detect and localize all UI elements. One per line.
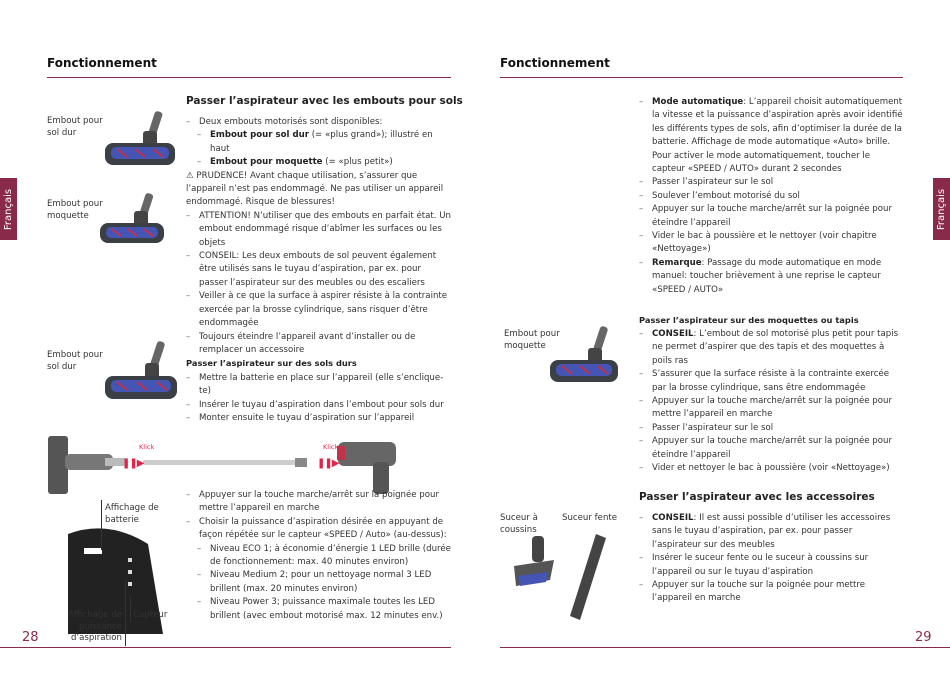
hard-floors-list (186, 372, 451, 426)
list-item: – Embout pour moquette (= «plus petit») (186, 156, 451, 169)
list-item: – Insérer le tuyau d’aspiration dans l’embout pour sols dur (186, 399, 451, 412)
section-title-carpets: Passer l’aspirateur sur des moquettes ou tapis (639, 315, 859, 325)
list-item: – Appuyer sur la touche marche/arrêt sur la poignée pour éteindre l’appareil (639, 435, 904, 462)
caption-hard-floor-2: Embout pour sol dur (47, 350, 103, 372)
auto-mode-list (639, 96, 904, 297)
right-language-tab: Français (933, 178, 950, 240)
list-item: – Niveau Power 3; puissance maximale toutes les LED brillent (avec embout motorisé max. 12 minutes env.) (186, 596, 451, 623)
list-item: – Embout pour sol dur (= «plus grand»); illustré en haut (186, 129, 451, 156)
cushion-nozzle-image (510, 536, 558, 592)
list-item: – Vider le bac à poussière et le nettoyer (voir chapitre «Nettoyage») (639, 230, 904, 257)
list-item: – S’assurer que la surface résiste à la contrainte exercée par la brosse cylindrique, sans être endommagée (639, 368, 904, 395)
list-item: – ATTENTION! N’utiliser que des embouts en parfait état. Un embout endommagé risque d’abîmer les surfaces ou les objets (186, 210, 451, 250)
caption-crevice-nozzle: Suceur fente (562, 513, 618, 523)
click-indicator-1: Klick (139, 443, 155, 451)
left-footer-rule (0, 647, 451, 648)
list-item: – Niveau Medium 2; pour un nettoyage normal 3 LED brillent (max. 20 minutes environ) (186, 569, 451, 596)
list-item: – Mode automatique: L’appareil choisit automatiquement la vitesse et la puissance d’aspiration après avoir identifié les différents types de sols, afin d’optimiser la durée de la batterie. Affichage de mode automatique «Auto» brille. Pour activer le mode automatiquement, toucher le capteur «SPEED / AUTO» durant 2 secondes (639, 96, 904, 176)
list-item: – CONSEIL: Les deux embouts de sol peuvent également être utilisés sans le tuyau d’aspiration, par ex. pour passer l’aspirateur sur des meubles ou des escaliers (186, 250, 451, 290)
list-item: – Mettre la batterie en place sur l’appareil (elle s’encliquete) (186, 372, 451, 399)
caption-battery-display: Affichage de batterie (105, 503, 159, 525)
callout-line-battery (101, 500, 102, 550)
left-page-header: Fonctionnement (47, 56, 157, 70)
section-title-hard-floors: Passer l’aspirateur sur des sols durs (186, 358, 357, 368)
list-item: – Vider et nettoyer le bac à poussière (voir «Nettoyage») (639, 462, 904, 475)
caption-carpet: Embout pour moquette (47, 199, 103, 221)
callout-line-sensor (130, 596, 131, 622)
list-item: – Appuyer sur la touche marche/arrêt sur la poignée pour mettre l’appareil en marche (639, 395, 904, 422)
crevice-nozzle-image (568, 534, 608, 620)
hard-floor-nozzle-image (103, 111, 178, 169)
carpet-nozzle-image (98, 193, 168, 247)
caption-suction-display: Affichage de puissance d’aspiration (68, 610, 122, 643)
list-item: – Deux embouts motorisés sont disponibles: (186, 116, 451, 129)
list-item: – Passer l’aspirateur sur le sol (639, 176, 904, 189)
caption-carpet-right: Embout pour moquette (504, 329, 560, 351)
caption-hard-floor: Embout pour sol dur (47, 116, 103, 138)
list-item: – CONSEIL: L’embout de sol motorisé plus petit pour tapis ne permet d’aspirer que des tapis et des moquettes à poils ras (639, 328, 904, 368)
right-page-number: 29 (915, 630, 932, 645)
left-page-number: 28 (22, 630, 39, 645)
right-footer-rule (500, 647, 950, 648)
insert-arrow-2-icon: ❚❚▶ (317, 458, 339, 469)
list-item: – Remarque: Passage du mode automatique en mode manuel: toucher brièvement à une reprise le capteur «SPEED / AUTO» (639, 257, 904, 297)
accessories-list (639, 512, 904, 606)
floor-nozzles-list (186, 116, 451, 357)
caption-cushion-nozzle: Suceur à coussins (500, 513, 538, 535)
carpet-nozzle-image-right (548, 326, 623, 386)
left-header-rule (47, 77, 451, 78)
list-item: – Veiller à ce que la surface à aspirer résiste à la contrainte exercée par la brosse cylindrique, sans risquer d’être endommagée (186, 290, 451, 330)
list-item: – Appuyer sur la touche marche/arrêt sur la poignée pour mettre l’appareil en marche (186, 489, 451, 516)
carpets-list (639, 328, 904, 475)
callout-line-suction (125, 580, 126, 646)
section-title-floor-nozzles: Passer l’aspirateur avec les embouts pour sols (186, 95, 463, 107)
hard-floor-nozzle-image-2 (103, 341, 181, 403)
click-indicator-2: Klick (323, 443, 339, 451)
insert-arrow-1-icon: ❚❚▶ (122, 458, 144, 469)
list-item: – Monter ensuite le tuyau d’aspiration sur l’appareil (186, 412, 451, 425)
list-item: – Soulever l’embout motorisé du sol (639, 190, 904, 203)
list-item: – Appuyer sur la touche sur la poignée pour mettre l’appareil en marche (639, 579, 904, 606)
right-header-rule (500, 77, 903, 78)
list-item: – Passer l’aspirateur sur le sol (639, 422, 904, 435)
list-item: – CONSEIL: Il est aussi possible d’utiliser les accessoires sans le tuyau d’aspiration, par ex. pour passer l’aspirateur sur des meubles (639, 512, 904, 552)
list-item: – Insérer le suceur fente ou le suceur à coussins sur l’appareil ou sur le tuyau d’aspiration (639, 552, 904, 579)
caption-sensor: Capteur (133, 610, 168, 620)
list-item: – Appuyer sur la touche marche/arrêt sur la poignée pour éteindre l’appareil (639, 203, 904, 230)
left-language-tab: Français (0, 178, 17, 240)
power-levels-list (186, 489, 451, 623)
list-item: – Toujours éteindre l’appareil avant d’installer ou de remplacer un accessoire (186, 331, 451, 358)
section-title-accessories: Passer l’aspirateur avec les accessoires (639, 491, 875, 503)
list-item: – Niveau ECO 1; à économie d’énergie 1 LED brille (durée de fonctionnement: max. 40 minutes environ) (186, 543, 451, 570)
list-item: – Choisir la puissance d’aspiration désirée en appuyant de façon répétée sur le capteur «SPEED / Auto» (au-dessus): (186, 516, 451, 543)
right-page-header: Fonctionnement (500, 56, 610, 70)
warning-item: ⚠ PRUDENCE! Avant chaque utilisation, s’assurer que l’appareil n’est pas endommagé. Ne pas utiliser un appareil endommagé. Risque de blessures! (186, 170, 444, 208)
